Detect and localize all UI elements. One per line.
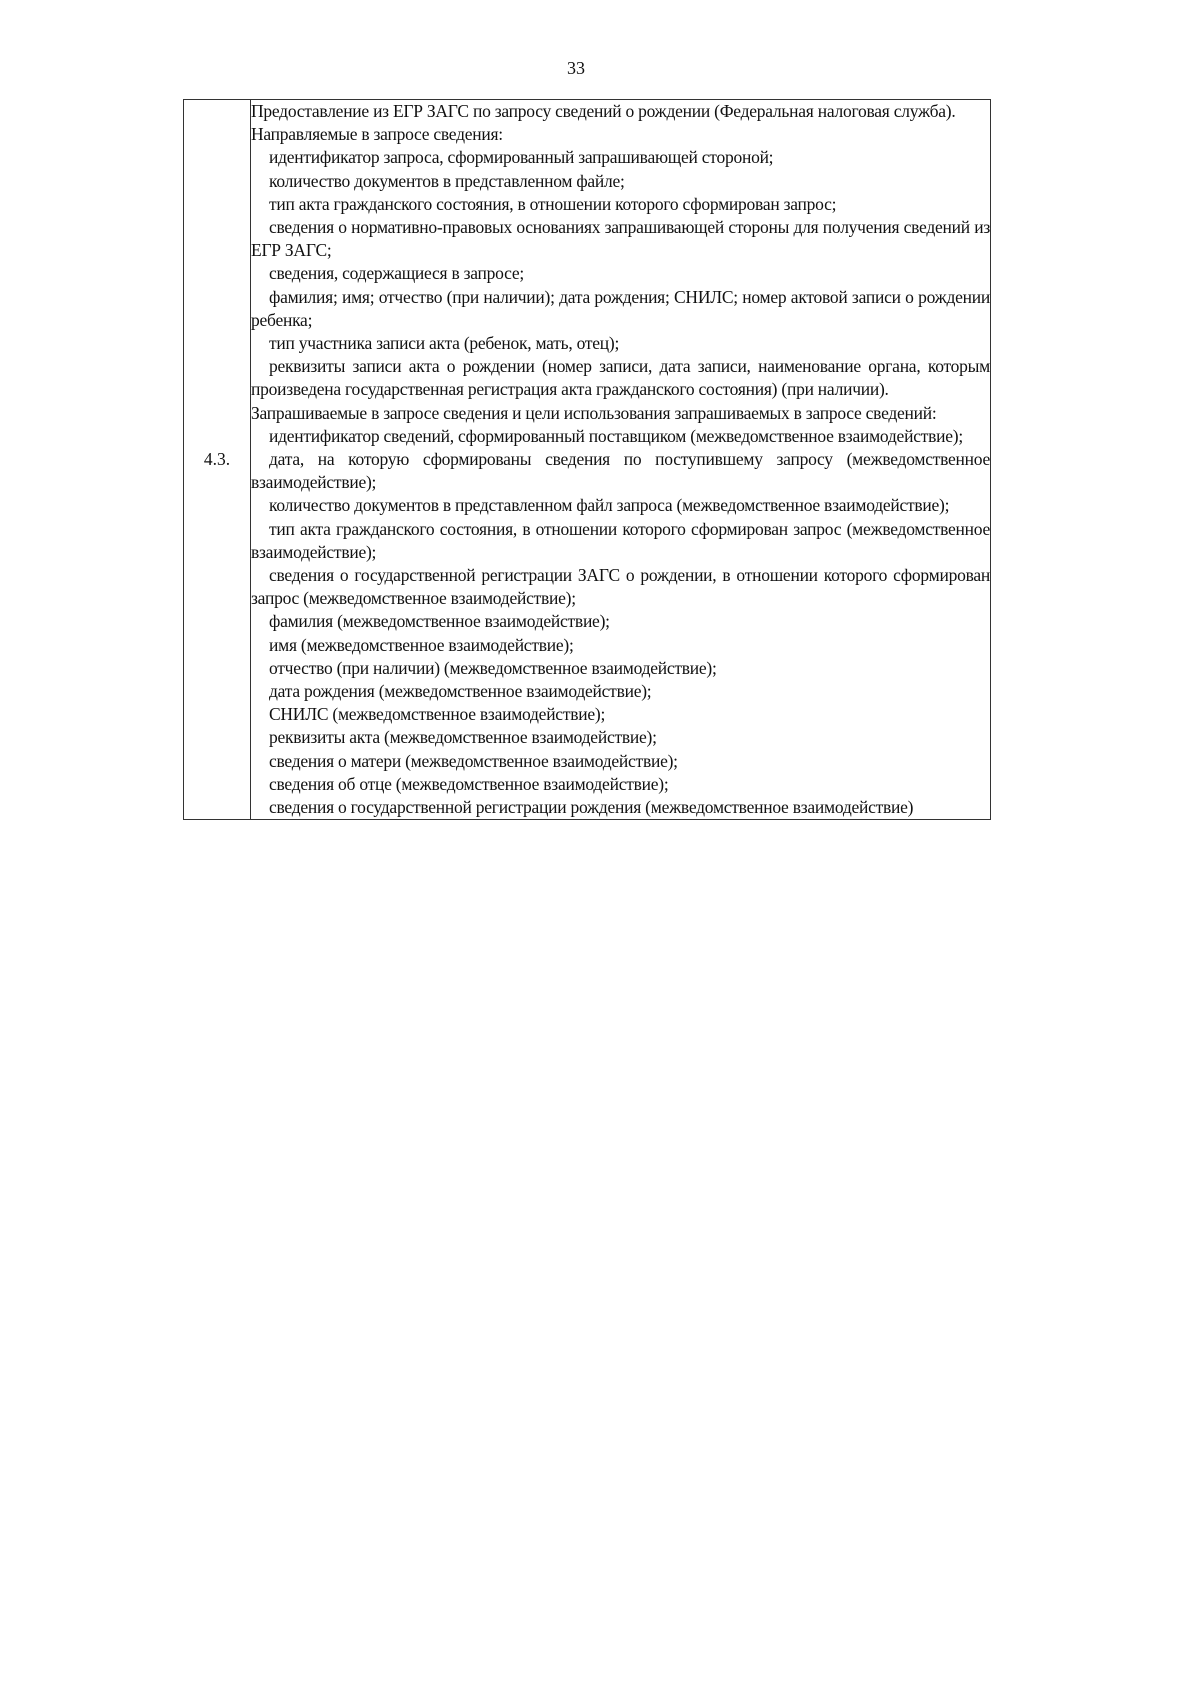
paragraph: Запрашиваемые в запросе сведения и цели использования запрашиваемых в запросе сведений: bbox=[251, 402, 937, 423]
paragraph: тип участника записи акта (ребенок, мать, отец); bbox=[269, 333, 620, 354]
document-table bbox=[183, 99, 991, 820]
paragraph: тип акта гражданского состояния, в отношении которого сформирован запрос; bbox=[269, 193, 837, 214]
paragraph: реквизиты записи акта о рождении (номер записи, дата записи, наименование органа, которым произведена государственная регистрация акта гражданского состояния) (при наличии). bbox=[251, 356, 990, 400]
paragraph: фамилия; имя; отчество (при наличии); дата рождения; СНИЛС; номер актовой записи о рождении ребенка; bbox=[251, 286, 990, 330]
page-number: 33 bbox=[567, 58, 585, 78]
paragraph: фамилия (межведомственное взаимодействие); bbox=[269, 611, 610, 632]
paragraph: сведения о нормативно-правовых основаниях запрашивающей стороны для получения сведений из ЕГР ЗАГС; bbox=[251, 217, 990, 261]
paragraph: сведения об отце (межведомственное взаимодействие); bbox=[269, 773, 669, 794]
paragraph: идентификатор запроса, сформированный запрашивающей стороной; bbox=[269, 147, 774, 168]
paragraph: количество документов в представленном файл запроса (межведомственное взаимодействие); bbox=[269, 495, 950, 516]
paragraph: дата рождения (межведомственное взаимодействие); bbox=[269, 681, 652, 702]
paragraph: тип акта гражданского состояния, в отношении которого сформирован запрос (межведомственное взаимодействие); bbox=[251, 518, 990, 562]
paragraph: сведения о матери (межведомственное взаимодействие); bbox=[269, 750, 678, 771]
paragraph: имя (межведомственное взаимодействие); bbox=[269, 634, 574, 655]
paragraph: сведения о государственной регистрации рождения (межведомственное взаимодействие) bbox=[269, 797, 914, 818]
paragraph: Направляемые в запросе сведения: bbox=[251, 124, 503, 145]
paragraph: количество документов в представленном файле; bbox=[269, 170, 625, 191]
paragraph: дата, на которую сформированы сведения по поступившему запросу (межведомственное взаимодействие); bbox=[251, 449, 990, 493]
paragraph: идентификатор сведений, сформированный поставщиком (межведомственное взаимодействие); bbox=[269, 425, 963, 446]
paragraph: сведения о государственной регистрации ЗАГС о рождении, в отношении которого сформирован запрос (межведомственное взаимодействие); bbox=[251, 565, 990, 609]
paragraph: сведения, содержащиеся в запросе; bbox=[269, 263, 524, 284]
paragraph: реквизиты акта (межведомственное взаимодействие); bbox=[269, 727, 657, 748]
paragraph: Предоставление из ЕГР ЗАГС по запросу сведений о рождении (Федеральная налоговая служба). bbox=[251, 101, 956, 121]
paragraph: отчество (при наличии) (межведомственное взаимодействие); bbox=[269, 657, 717, 678]
row-content bbox=[251, 100, 991, 820]
paragraph: СНИЛС (межведомственное взаимодействие); bbox=[269, 704, 606, 725]
row-number: 4.3. bbox=[184, 100, 251, 820]
table-row bbox=[184, 100, 991, 820]
